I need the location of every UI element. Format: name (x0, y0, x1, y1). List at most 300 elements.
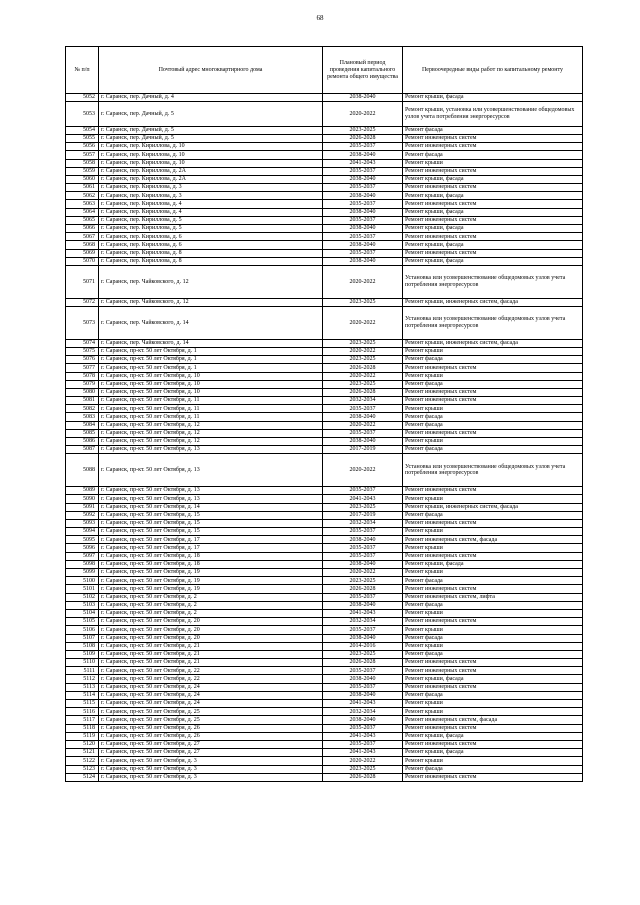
row-works: Ремонт фасада (403, 601, 583, 609)
row-address: г. Саранск, пер. Кириллова, д. 6 (99, 241, 323, 249)
row-number: 5077 (66, 364, 99, 372)
row-period: 2035-2037 (323, 184, 403, 192)
row-period: 2035-2037 (323, 724, 403, 732)
row-address: г. Саранск, пр-кт. 50 лет Октября, д. 24 (99, 683, 323, 691)
row-period: 2023-2025 (323, 339, 403, 347)
row-period: 2020-2022 (323, 306, 403, 339)
row-period: 2038-2040 (323, 536, 403, 544)
row-works: Ремонт крыши, фасада (403, 675, 583, 683)
table-row (66, 184, 583, 192)
row-address: г. Саранск, пр-кт. 50 лет Октября, д. 17 (99, 544, 323, 552)
row-period: 2020-2022 (323, 421, 403, 429)
row-number: 5098 (66, 560, 99, 568)
row-period: 2035-2037 (323, 487, 403, 495)
row-address: г. Саранск, пер. Чайковского, д. 12 (99, 298, 323, 306)
row-address: г. Саранск, пер. Кириллова, д. 4 (99, 208, 323, 216)
row-number: 5094 (66, 528, 99, 536)
row-address: г. Саранск, пр-кт. 50 лет Октября, д. 18 (99, 560, 323, 568)
row-number: 5120 (66, 740, 99, 748)
row-number: 5116 (66, 708, 99, 716)
row-address: г. Саранск, пер. Кириллова, д. 4 (99, 200, 323, 208)
header-address: Почтовый адрес многоквартирного дома (99, 47, 323, 94)
row-address: г. Саранск, пр-кт. 50 лет Октября, д. 3 (99, 765, 323, 773)
row-address: г. Саранск, пр-кт. 50 лет Октября, д. 20 (99, 626, 323, 634)
table-row (66, 380, 583, 388)
row-address: г. Саранск, пр-кт. 50 лет Октября, д. 13 (99, 495, 323, 503)
row-works: Ремонт инженерных систем (403, 134, 583, 142)
row-works: Ремонт фасада (403, 634, 583, 642)
row-works: Ремонт инженерных систем (403, 740, 583, 748)
row-period: 2017-2019 (323, 511, 403, 519)
row-works: Ремонт крыши, фасада (403, 749, 583, 757)
row-number: 5093 (66, 519, 99, 527)
row-address: г. Саранск, пр-кт. 50 лет Октября, д. 26 (99, 732, 323, 740)
row-address: г. Саранск, пр-кт. 50 лет Октября, д. 1 (99, 364, 323, 372)
row-period: 2038-2040 (323, 208, 403, 216)
row-number: 5052 (66, 94, 99, 102)
table-row (66, 609, 583, 617)
table-row (66, 683, 583, 691)
row-address: г. Саранск, пер. Кириллова, д. 5 (99, 225, 323, 233)
row-works: Ремонт фасада (403, 380, 583, 388)
row-period: 2035-2037 (323, 552, 403, 560)
row-number: 5079 (66, 380, 99, 388)
table-row (66, 749, 583, 757)
table-row (66, 511, 583, 519)
row-number: 5107 (66, 634, 99, 642)
row-number: 5113 (66, 683, 99, 691)
row-number: 5087 (66, 446, 99, 454)
row-address: г. Саранск, пр-кт. 50 лет Октября, д. 17 (99, 536, 323, 544)
row-period: 2023-2025 (323, 380, 403, 388)
row-period: 2026-2028 (323, 364, 403, 372)
row-address: г. Саранск, пер. Кириллова, д. 10 (99, 159, 323, 167)
row-number: 5055 (66, 134, 99, 142)
row-address: г. Саранск, пр-кт. 50 лет Октября, д. 21 (99, 659, 323, 667)
row-address: г. Саранск, пр-кт. 50 лет Октября, д. 27 (99, 740, 323, 748)
table-row (66, 438, 583, 446)
table-body (66, 94, 583, 782)
row-address: г. Саранск, пр-кт. 50 лет Октября, д. 15 (99, 528, 323, 536)
table-row (66, 700, 583, 708)
table-row (66, 265, 583, 298)
table-row (66, 773, 583, 781)
row-number: 5124 (66, 773, 99, 781)
row-number: 5054 (66, 126, 99, 134)
table-row (66, 200, 583, 208)
row-number: 5053 (66, 102, 99, 127)
table-row (66, 495, 583, 503)
row-works: Ремонт инженерных систем (403, 143, 583, 151)
row-number: 5067 (66, 233, 99, 241)
row-works: Ремонт фасада (403, 577, 583, 585)
row-period: 2035-2037 (323, 667, 403, 675)
row-period: 2035-2037 (323, 233, 403, 241)
row-address: г. Саранск, пр-кт. 50 лет Октября, д. 22 (99, 675, 323, 683)
row-address: г. Саранск, пр-кт. 50 лет Октября, д. 2 (99, 609, 323, 617)
row-number: 5117 (66, 716, 99, 724)
row-period: 2041-2043 (323, 609, 403, 617)
row-period: 2020-2022 (323, 265, 403, 298)
row-address: г. Саранск, пер. Дачный, д. 5 (99, 102, 323, 127)
table-row (66, 151, 583, 159)
row-address: г. Саранск, пр-кт. 50 лет Октября, д. 21 (99, 650, 323, 658)
row-address: г. Саранск, пр-кт. 50 лет Октября, д. 13 (99, 446, 323, 454)
row-period: 2026-2028 (323, 585, 403, 593)
row-works: Ремонт крыши, фасада (403, 560, 583, 568)
row-works: Ремонт инженерных систем (403, 364, 583, 372)
row-number: 5081 (66, 397, 99, 405)
repair-schedule-table (65, 46, 583, 782)
row-number: 5073 (66, 306, 99, 339)
row-number: 5096 (66, 544, 99, 552)
row-works: Ремонт инженерных систем (403, 167, 583, 175)
table-row (66, 732, 583, 740)
row-number: 5109 (66, 650, 99, 658)
row-number: 5061 (66, 184, 99, 192)
row-number: 5058 (66, 159, 99, 167)
row-number: 5095 (66, 536, 99, 544)
row-address: г. Саранск, пр-кт. 50 лет Октября, д. 25 (99, 716, 323, 724)
row-address: г. Саранск, пр-кт. 50 лет Октября, д. 19 (99, 577, 323, 585)
row-period: 2020-2022 (323, 102, 403, 127)
row-period: 2023-2025 (323, 577, 403, 585)
row-number: 5099 (66, 569, 99, 577)
row-period: 2035-2037 (323, 167, 403, 175)
row-address: г. Саранск, пр-кт. 50 лет Октября, д. 10 (99, 372, 323, 380)
table-row (66, 143, 583, 151)
row-works: Ремонт крыши (403, 626, 583, 634)
table-row (66, 356, 583, 364)
table-row (66, 397, 583, 405)
table-row (66, 716, 583, 724)
row-period: 2020-2022 (323, 757, 403, 765)
row-address: г. Саранск, пр-кт. 50 лет Октября, д. 24 (99, 691, 323, 699)
row-works: Ремонт инженерных систем (403, 773, 583, 781)
table-row (66, 757, 583, 765)
row-number: 5111 (66, 667, 99, 675)
row-number: 5105 (66, 618, 99, 626)
table-row (66, 503, 583, 511)
row-address: г. Саранск, пр-кт. 50 лет Октября, д. 1 (99, 356, 323, 364)
row-number: 5097 (66, 552, 99, 560)
table-row (66, 569, 583, 577)
row-number: 5088 (66, 454, 99, 487)
row-address: г. Саранск, пер. Кириллова, д. 3 (99, 192, 323, 200)
row-address: г. Саранск, пр-кт. 50 лет Октября, д. 24 (99, 700, 323, 708)
row-address: г. Саранск, пер. Дачный, д. 4 (99, 94, 323, 102)
row-period: 2032-2034 (323, 618, 403, 626)
row-period: 2038-2040 (323, 192, 403, 200)
table-row (66, 421, 583, 429)
row-number: 5078 (66, 372, 99, 380)
row-period: 2020-2022 (323, 454, 403, 487)
row-works: Ремонт крыши (403, 642, 583, 650)
row-number: 5110 (66, 659, 99, 667)
table-row (66, 241, 583, 249)
table-row (66, 446, 583, 454)
row-number: 5072 (66, 298, 99, 306)
table-row (66, 94, 583, 102)
row-period: 2035-2037 (323, 249, 403, 257)
table-row (66, 691, 583, 699)
row-period: 2035-2037 (323, 626, 403, 634)
header-num: № п/п (66, 47, 99, 94)
row-number: 5070 (66, 257, 99, 265)
row-address: г. Саранск, пер. Дачный, д. 5 (99, 134, 323, 142)
row-period: 2038-2040 (323, 225, 403, 233)
row-period: 2020-2022 (323, 347, 403, 355)
table-row (66, 544, 583, 552)
row-works: Ремонт крыши (403, 609, 583, 617)
row-address: г. Саранск, пр-кт. 50 лет Октября, д. 11 (99, 397, 323, 405)
row-period: 2038-2040 (323, 241, 403, 249)
row-address: г. Саранск, пр-кт. 50 лет Октября, д. 25 (99, 708, 323, 716)
row-works: Ремонт инженерных систем (403, 429, 583, 437)
table-row (66, 257, 583, 265)
row-period: 2035-2037 (323, 429, 403, 437)
row-works: Ремонт крыши (403, 757, 583, 765)
row-works: Ремонт инженерных систем, фасада (403, 536, 583, 544)
row-number: 5112 (66, 675, 99, 683)
row-number: 5071 (66, 265, 99, 298)
row-address: г. Саранск, пер. Кириллова, д. 6 (99, 233, 323, 241)
table-row (66, 708, 583, 716)
row-works: Ремонт инженерных систем, фасада (403, 716, 583, 724)
row-address: г. Саранск, пр-кт. 50 лет Октября, д. 12 (99, 429, 323, 437)
table-row (66, 536, 583, 544)
row-period: 2038-2040 (323, 716, 403, 724)
row-works: Ремонт инженерных систем (403, 184, 583, 192)
row-period: 2038-2040 (323, 94, 403, 102)
row-number: 5103 (66, 601, 99, 609)
row-number: 5057 (66, 151, 99, 159)
table-row (66, 175, 583, 183)
table-row (66, 347, 583, 355)
table-row (66, 233, 583, 241)
row-address: г. Саранск, пр-кт. 50 лет Октября, д. 3 (99, 757, 323, 765)
table-row (66, 528, 583, 536)
row-period: 2038-2040 (323, 601, 403, 609)
row-number: 5068 (66, 241, 99, 249)
row-works: Ремонт инженерных систем (403, 519, 583, 527)
row-address: г. Саранск, пер. Кириллова, д. 3 (99, 184, 323, 192)
row-works: Ремонт инженерных систем (403, 618, 583, 626)
row-period: 2038-2040 (323, 151, 403, 159)
row-number: 5089 (66, 487, 99, 495)
row-period: 2038-2040 (323, 413, 403, 421)
row-period: 2023-2025 (323, 765, 403, 773)
row-works: Ремонт фасада (403, 765, 583, 773)
row-address: г. Саранск, пр-кт. 50 лет Октября, д. 11 (99, 405, 323, 413)
row-number: 5076 (66, 356, 99, 364)
row-address: г. Саранск, пр-кт. 50 лет Октября, д. 10 (99, 380, 323, 388)
row-period: 2041-2043 (323, 495, 403, 503)
row-works: Ремонт инженерных систем (403, 200, 583, 208)
row-period: 2017-2019 (323, 446, 403, 454)
row-works: Ремонт крыши (403, 708, 583, 716)
row-address: г. Саранск, пр-кт. 50 лет Октября, д. 13 (99, 487, 323, 495)
row-works: Ремонт крыши (403, 405, 583, 413)
row-address: г. Саранск, пр-кт. 50 лет Октября, д. 12 (99, 438, 323, 446)
row-number: 5056 (66, 143, 99, 151)
row-address: г. Саранск, пр-кт. 50 лет Октября, д. 1 (99, 347, 323, 355)
table-row (66, 372, 583, 380)
row-period: 2032-2034 (323, 519, 403, 527)
table-row (66, 765, 583, 773)
row-number: 5114 (66, 691, 99, 699)
row-works: Ремонт крыши (403, 347, 583, 355)
header-period: Плановый период проведения капитального ремонта общего имущества (323, 47, 403, 94)
row-address: г. Саранск, пр-кт. 50 лет Октября, д. 12 (99, 421, 323, 429)
row-works: Ремонт инженерных систем (403, 397, 583, 405)
row-address: г. Саранск, пер. Чайковского, д. 12 (99, 265, 323, 298)
table-row (66, 126, 583, 134)
row-address: г. Саранск, пер. Кириллова, д. 2А (99, 167, 323, 175)
row-works: Ремонт инженерных систем (403, 487, 583, 495)
row-number: 5100 (66, 577, 99, 585)
row-number: 5101 (66, 585, 99, 593)
row-works: Ремонт крыши (403, 495, 583, 503)
row-period: 2035-2037 (323, 683, 403, 691)
row-address: г. Саранск, пр-кт. 50 лет Октября, д. 15 (99, 511, 323, 519)
table-row (66, 192, 583, 200)
row-works: Ремонт фасада (403, 511, 583, 519)
row-number: 5092 (66, 511, 99, 519)
row-period: 2026-2028 (323, 773, 403, 781)
table-row (66, 167, 583, 175)
row-works: Ремонт крыши (403, 544, 583, 552)
row-number: 5085 (66, 429, 99, 437)
row-period: 2041-2043 (323, 732, 403, 740)
row-number: 5065 (66, 216, 99, 224)
table-row (66, 159, 583, 167)
table-row (66, 634, 583, 642)
row-period: 2023-2025 (323, 503, 403, 511)
row-period: 2038-2040 (323, 634, 403, 642)
row-works: Ремонт крыши, установка или усовершенствование общедомовых узлов учета потребления энергоресурсов (403, 102, 583, 127)
table-header-row (66, 47, 583, 94)
row-period: 2023-2025 (323, 126, 403, 134)
row-works: Ремонт крыши, фасада (403, 208, 583, 216)
header-works: Первоочередные виды работ по капитальному ремонту (403, 47, 583, 94)
table-row (66, 675, 583, 683)
table-row (66, 519, 583, 527)
page-number: 68 (316, 14, 324, 22)
row-period: 2035-2037 (323, 200, 403, 208)
table-row (66, 298, 583, 306)
table-row (66, 724, 583, 732)
row-period: 2038-2040 (323, 175, 403, 183)
table-row (66, 593, 583, 601)
row-period: 2035-2037 (323, 143, 403, 151)
row-address: г. Саранск, пер. Чайковского, д. 14 (99, 339, 323, 347)
table-row (66, 225, 583, 233)
row-number: 5069 (66, 249, 99, 257)
row-works: Ремонт крыши, фасада (403, 241, 583, 249)
table-row (66, 364, 583, 372)
row-number: 5102 (66, 593, 99, 601)
row-period: 2035-2037 (323, 528, 403, 536)
row-works: Ремонт фасада (403, 413, 583, 421)
row-period: 2035-2037 (323, 740, 403, 748)
row-works: Ремонт фасада (403, 356, 583, 364)
table-row (66, 249, 583, 257)
row-works: Ремонт инженерных систем (403, 552, 583, 560)
row-works: Установка или усовершенствование общедомовых узлов учета потребления энергоресурсов (403, 265, 583, 298)
row-address: г. Саранск, пер. Кириллова, д. 8 (99, 249, 323, 257)
row-number: 5074 (66, 339, 99, 347)
row-period: 2035-2037 (323, 593, 403, 601)
row-address: г. Саранск, пр-кт. 50 лет Октября, д. 15 (99, 519, 323, 527)
row-works: Ремонт фасада (403, 126, 583, 134)
row-number: 5060 (66, 175, 99, 183)
row-number: 5108 (66, 642, 99, 650)
row-number: 5075 (66, 347, 99, 355)
table-row (66, 388, 583, 396)
row-period: 2041-2043 (323, 749, 403, 757)
row-period: 2038-2040 (323, 560, 403, 568)
table-row (66, 102, 583, 127)
row-works: Ремонт инженерных систем (403, 216, 583, 224)
row-works: Ремонт крыши (403, 372, 583, 380)
row-period: 2026-2028 (323, 388, 403, 396)
row-works: Установка или усовершенствование общедомовых узлов учета потребления энергоресурсов (403, 454, 583, 487)
row-works: Ремонт крыши (403, 528, 583, 536)
row-works: Ремонт инженерных систем (403, 388, 583, 396)
row-number: 5086 (66, 438, 99, 446)
row-works: Ремонт фасада (403, 421, 583, 429)
row-works: Ремонт крыши, фасада (403, 732, 583, 740)
row-works: Ремонт фасада (403, 446, 583, 454)
row-number: 5119 (66, 732, 99, 740)
table-row (66, 740, 583, 748)
table-row (66, 577, 583, 585)
row-period: 2035-2037 (323, 544, 403, 552)
table-row (66, 585, 583, 593)
row-works: Ремонт крыши, фасада (403, 94, 583, 102)
row-number: 5066 (66, 225, 99, 233)
row-address: г. Саранск, пр-кт. 50 лет Октября, д. 2 (99, 601, 323, 609)
row-works: Ремонт крыши, фасада (403, 192, 583, 200)
row-period: 2026-2028 (323, 134, 403, 142)
row-address: г. Саранск, пр-кт. 50 лет Октября, д. 19 (99, 569, 323, 577)
row-period: 2038-2040 (323, 691, 403, 699)
row-works: Ремонт крыши (403, 569, 583, 577)
row-works: Ремонт крыши, инженерных систем, фасада (403, 503, 583, 511)
row-address: г. Саранск, пр-кт. 50 лет Октября, д. 26 (99, 724, 323, 732)
row-works: Ремонт крыши, инженерных систем, фасада (403, 339, 583, 347)
row-address: г. Саранск, пр-кт. 50 лет Октября, д. 19 (99, 585, 323, 593)
row-address: г. Саранск, пр-кт. 50 лет Октября, д. 13 (99, 454, 323, 487)
row-address: г. Саранск, пр-кт. 50 лет Октября, д. 10 (99, 388, 323, 396)
row-works: Ремонт крыши (403, 700, 583, 708)
table-row (66, 454, 583, 487)
row-works: Ремонт крыши, фасада (403, 225, 583, 233)
row-number: 5122 (66, 757, 99, 765)
row-period: 2035-2037 (323, 405, 403, 413)
row-address: г. Саранск, пр-кт. 50 лет Октября, д. 27 (99, 749, 323, 757)
row-period: 2035-2037 (323, 216, 403, 224)
row-number: 5062 (66, 192, 99, 200)
row-period: 2041-2043 (323, 700, 403, 708)
row-period: 2041-2043 (323, 159, 403, 167)
row-number: 5104 (66, 609, 99, 617)
table-row (66, 601, 583, 609)
row-number: 5121 (66, 749, 99, 757)
row-address: г. Саранск, пер. Кириллова, д. 8 (99, 257, 323, 265)
row-period: 2038-2040 (323, 438, 403, 446)
